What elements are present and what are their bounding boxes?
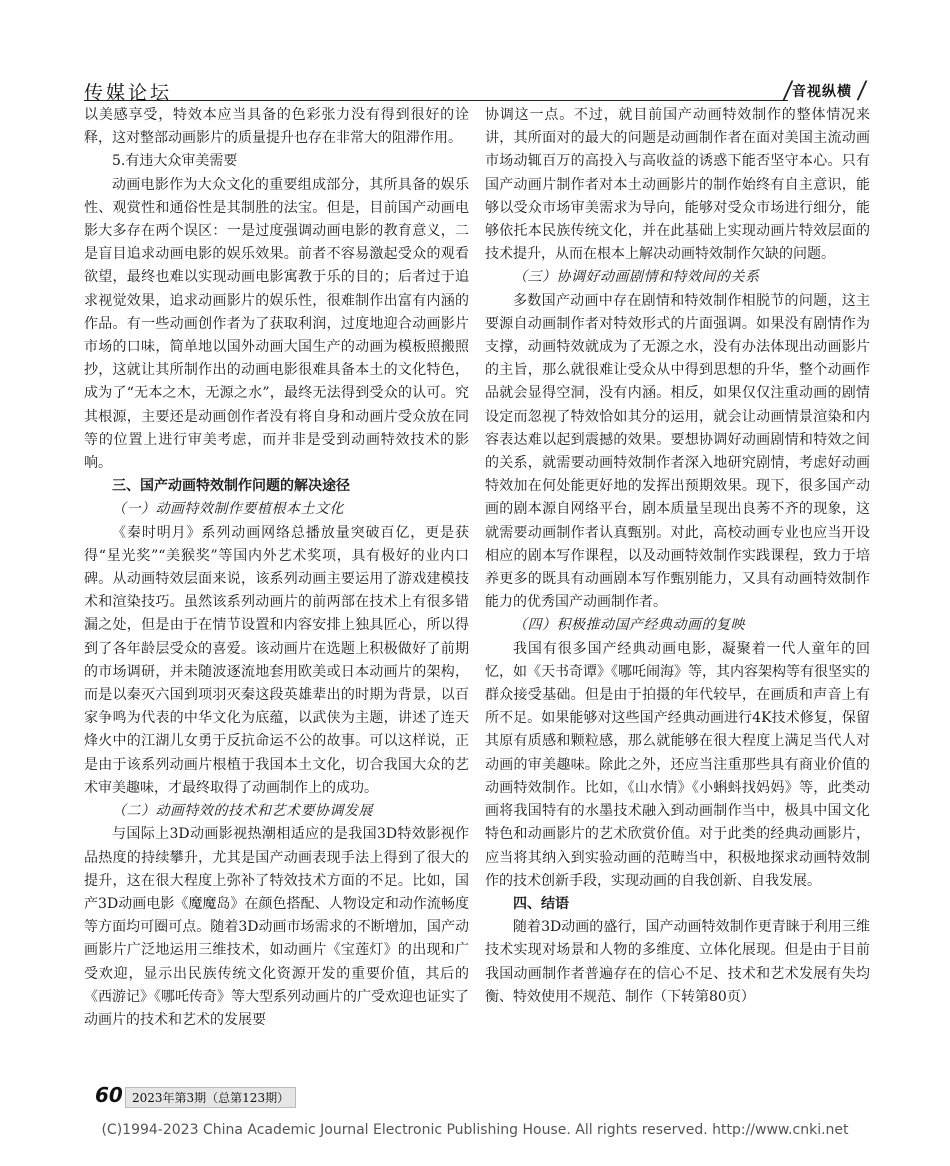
paragraph: 我国有很多国产经典动画电影，凝聚着一代人童年的回忆，如《天书奇谭》《哪吒闹海》等，其内容架构等有很坚实的群众接受基础。但是由于拍摄的年代较早，在画质和声音上有所不足。如果能够对这些国产经典动画进行4K技术修复，保留其原有质感和颗粒感，那么就能够在很大程度上满足当代人对动画的审美趣味。除此之外，还应当注重那些具有商业价值的动画特效制作。比如，《山水情》《小蝌蚪找妈妈》等，此类动画将我国特有的水墨技术融入到动画制作当中，极具中国文化特色和动画影片的艺术欣赏价值。对于此类的经典动画影片，应当将其纳入到实验动画的范畴当中，积极地探求动画特效制作的技术创新手段，实现动画的自我创新、自我发展。 (485, 640, 870, 889)
header-rule (84, 100, 788, 101)
journal-title: 传媒论坛 (84, 82, 173, 104)
paragraph: 《秦时明月》系列动画网络总播放量突破百亿，更是获得“星光奖”“美猴奖”等国内外艺术奖项，具有极好的业内口碑。从动画特效层面来说，该系列动画主要运用了游戏建模技术和渲染技巧。虽然该系列动画片的前两部在技术上有很多错漏之处，但是由于在情节设置和内容安排上独具匠心，所以得到了各年龄层受众的喜爱。该动画片在选题上积极做好了前期的市场调研，并未随波逐流地套用欧美或日本动画片的架构，而是以秦灭六国到项羽灭秦这段英雄辈出的时期为背景，以百家争鸣为代表的中华文化为底蕴，以武侠为主题，讲述了连天烽火中的江湖儿女勇于反抗命运不公的故事。可以这样说，正是由于该系列动画片根植于我国本土文化，切合我国大众的艺术审美趣味，才最终取得了动画制作上的成功。 (84, 524, 469, 796)
section-heading-4: 四、结语 (513, 895, 569, 912)
paragraph: 多数国产动画中存在剧情和特效制作相脱节的问题，这主要源自动画制作者对特效形式的片面强调。如果没有剧情作为支撑，动画特效就成为了无源之水，没有办法体现出动画影片的主旨，那么就很难让受众从中得到思想的升华，整个动画作品就会显得空洞，没有内涵。相反，如果仅仅注重动画的剧情设定而忽视了特效恰如其分的运用，就会让动画情景渲染和内容表达难以起到震撼的效果。要想协调好动画剧情和特效之间的关系，就需要动画特效制作者深入地研究剧情，考虑好动画特效加在何处能更好地的发挥出预期效果。现下，很多国产动画的剧本源自网络平台，剧本质量呈现出良莠不齐的现象，这就需要动画制作者认真甄别。对此，高校动画专业也应当开设相应的剧本写作课程，以及动画特效制作实践课程，致力于培养更多的既具有动画剧本写作甄别能力，又具有动画特效制作能力的优秀国产动画制作者。 (485, 292, 870, 611)
subsection-heading-1: （一）动画特效制作要植根本土文化 (112, 501, 344, 518)
paragraph: 协调这一点。不过，就目前国产动画特效制作的整体情况来讲，其所面对的最大的问题是动画制作者在面对美国主流动画市场动辄百万的高投入与高收益的诱惑下能否坚守本心。只有国产动画片制作者对本土动画影片的制作始终有自主意识，能够以受众市场审美需求为导向，能够对受众市场进行细分，能够依托本民族传统文化，并在此基础上实现动画片特效层面的技术提升，从而在根本上解决动画特效制作欠缺的问题。 (485, 107, 870, 263)
copyright-notice: (C)1994-2023 China Academic Journal Electronic Publishing House. All rights reserved. http://www.cnki.net (101, 1122, 849, 1138)
right-column (485, 104, 870, 1009)
paragraph: 动画电影作为大众文化的重要组成部分，其所具备的娱乐性、观赏性和通俗性是其制胜的法宝。但是，目前国产动画电影大多存在两个误区：一是过度强调动画电影的教育意义，二是盲目追求动画电影的娱乐效果。前者不容易激起受众的观看欲望，最终也难以实现动画电影寓教于乐的目的；后者过于追求视觉效果，追求动画影片的娱乐性，很难制作出富有内涵的作品。有一些动画创作者为了获取利润，过度地迎合动画影片市场的口味，简单地以国外动画大国生产的动画为模板照搬照抄，这就让其所制作出的动画电影很难具备本土的文化特色，成为了“无本之木，无源之水”，最终无法得到受众的认可。究其根源，主要还是动画创作者没有将自身和动画片受众放在同等的位置上进行审美考虑，而并非是受到动画特效技术的影响。 (84, 176, 469, 472)
header-slash-right: / (856, 76, 869, 104)
paragraph: 以美感享受，特效本应当具备的色彩张力没有得到很好的诠释，这对整部动画影片的质量提升也存在非常大的阻滞作用。 (84, 107, 469, 147)
section-label: 音视纵横 (792, 84, 852, 100)
paragraph: 与国际上3D动画影视热潮相适应的是我国3D特效影视作品热度的持续攀升，尤其是国产动画表现手法上得到了很大的提升，这在很大程度上弥补了特效技术方面的不足。比如，国产3D动画电影《魔魔岛》在颜色搭配、人物设定和动作流畅度等方面均可圈可点。随着3D动画市场需求的不断增加，国产动画影片广泛地运用三维技术，如动画片《宝莲灯》的出现和广受欢迎，显示出民族传统文化资源开发的重要价值，其后的《西游记》《哪吒传奇》等大型系列动画片的广受欢迎也证实了动画片的技术和艺术的发展要 (84, 826, 469, 1028)
page-header (84, 78, 874, 102)
page-number: 60 (95, 1083, 123, 1107)
subsection-heading-4: （四）积极推动国产经典动画的复映 (513, 617, 745, 634)
subsection-heading-2: （二）动画特效的技术和艺术要协调发展 (112, 803, 373, 820)
header-slash-left: / (782, 76, 795, 104)
subsection-heading-3: （三）协调好动画剧情和特效间的关系 (513, 269, 760, 286)
left-column (84, 104, 469, 1032)
section-heading-3: 三、国产动画特效制作问题的解决途径 (112, 478, 350, 495)
issue-info: 2023年第3期（总第123期） (125, 1087, 296, 1108)
subheading-5: 5.有违大众审美需要 (112, 153, 238, 170)
paragraph: 随着3D动画的盛行，国产动画特效制作更青睐于利用三维技术实现对场景和人物的多维度、立体化展现。但是由于目前我国动画制作者普遍存在的信心不足、技术和艺术发展有失均衡、特效使用不规范、制作（下转第80页） (485, 919, 870, 1005)
